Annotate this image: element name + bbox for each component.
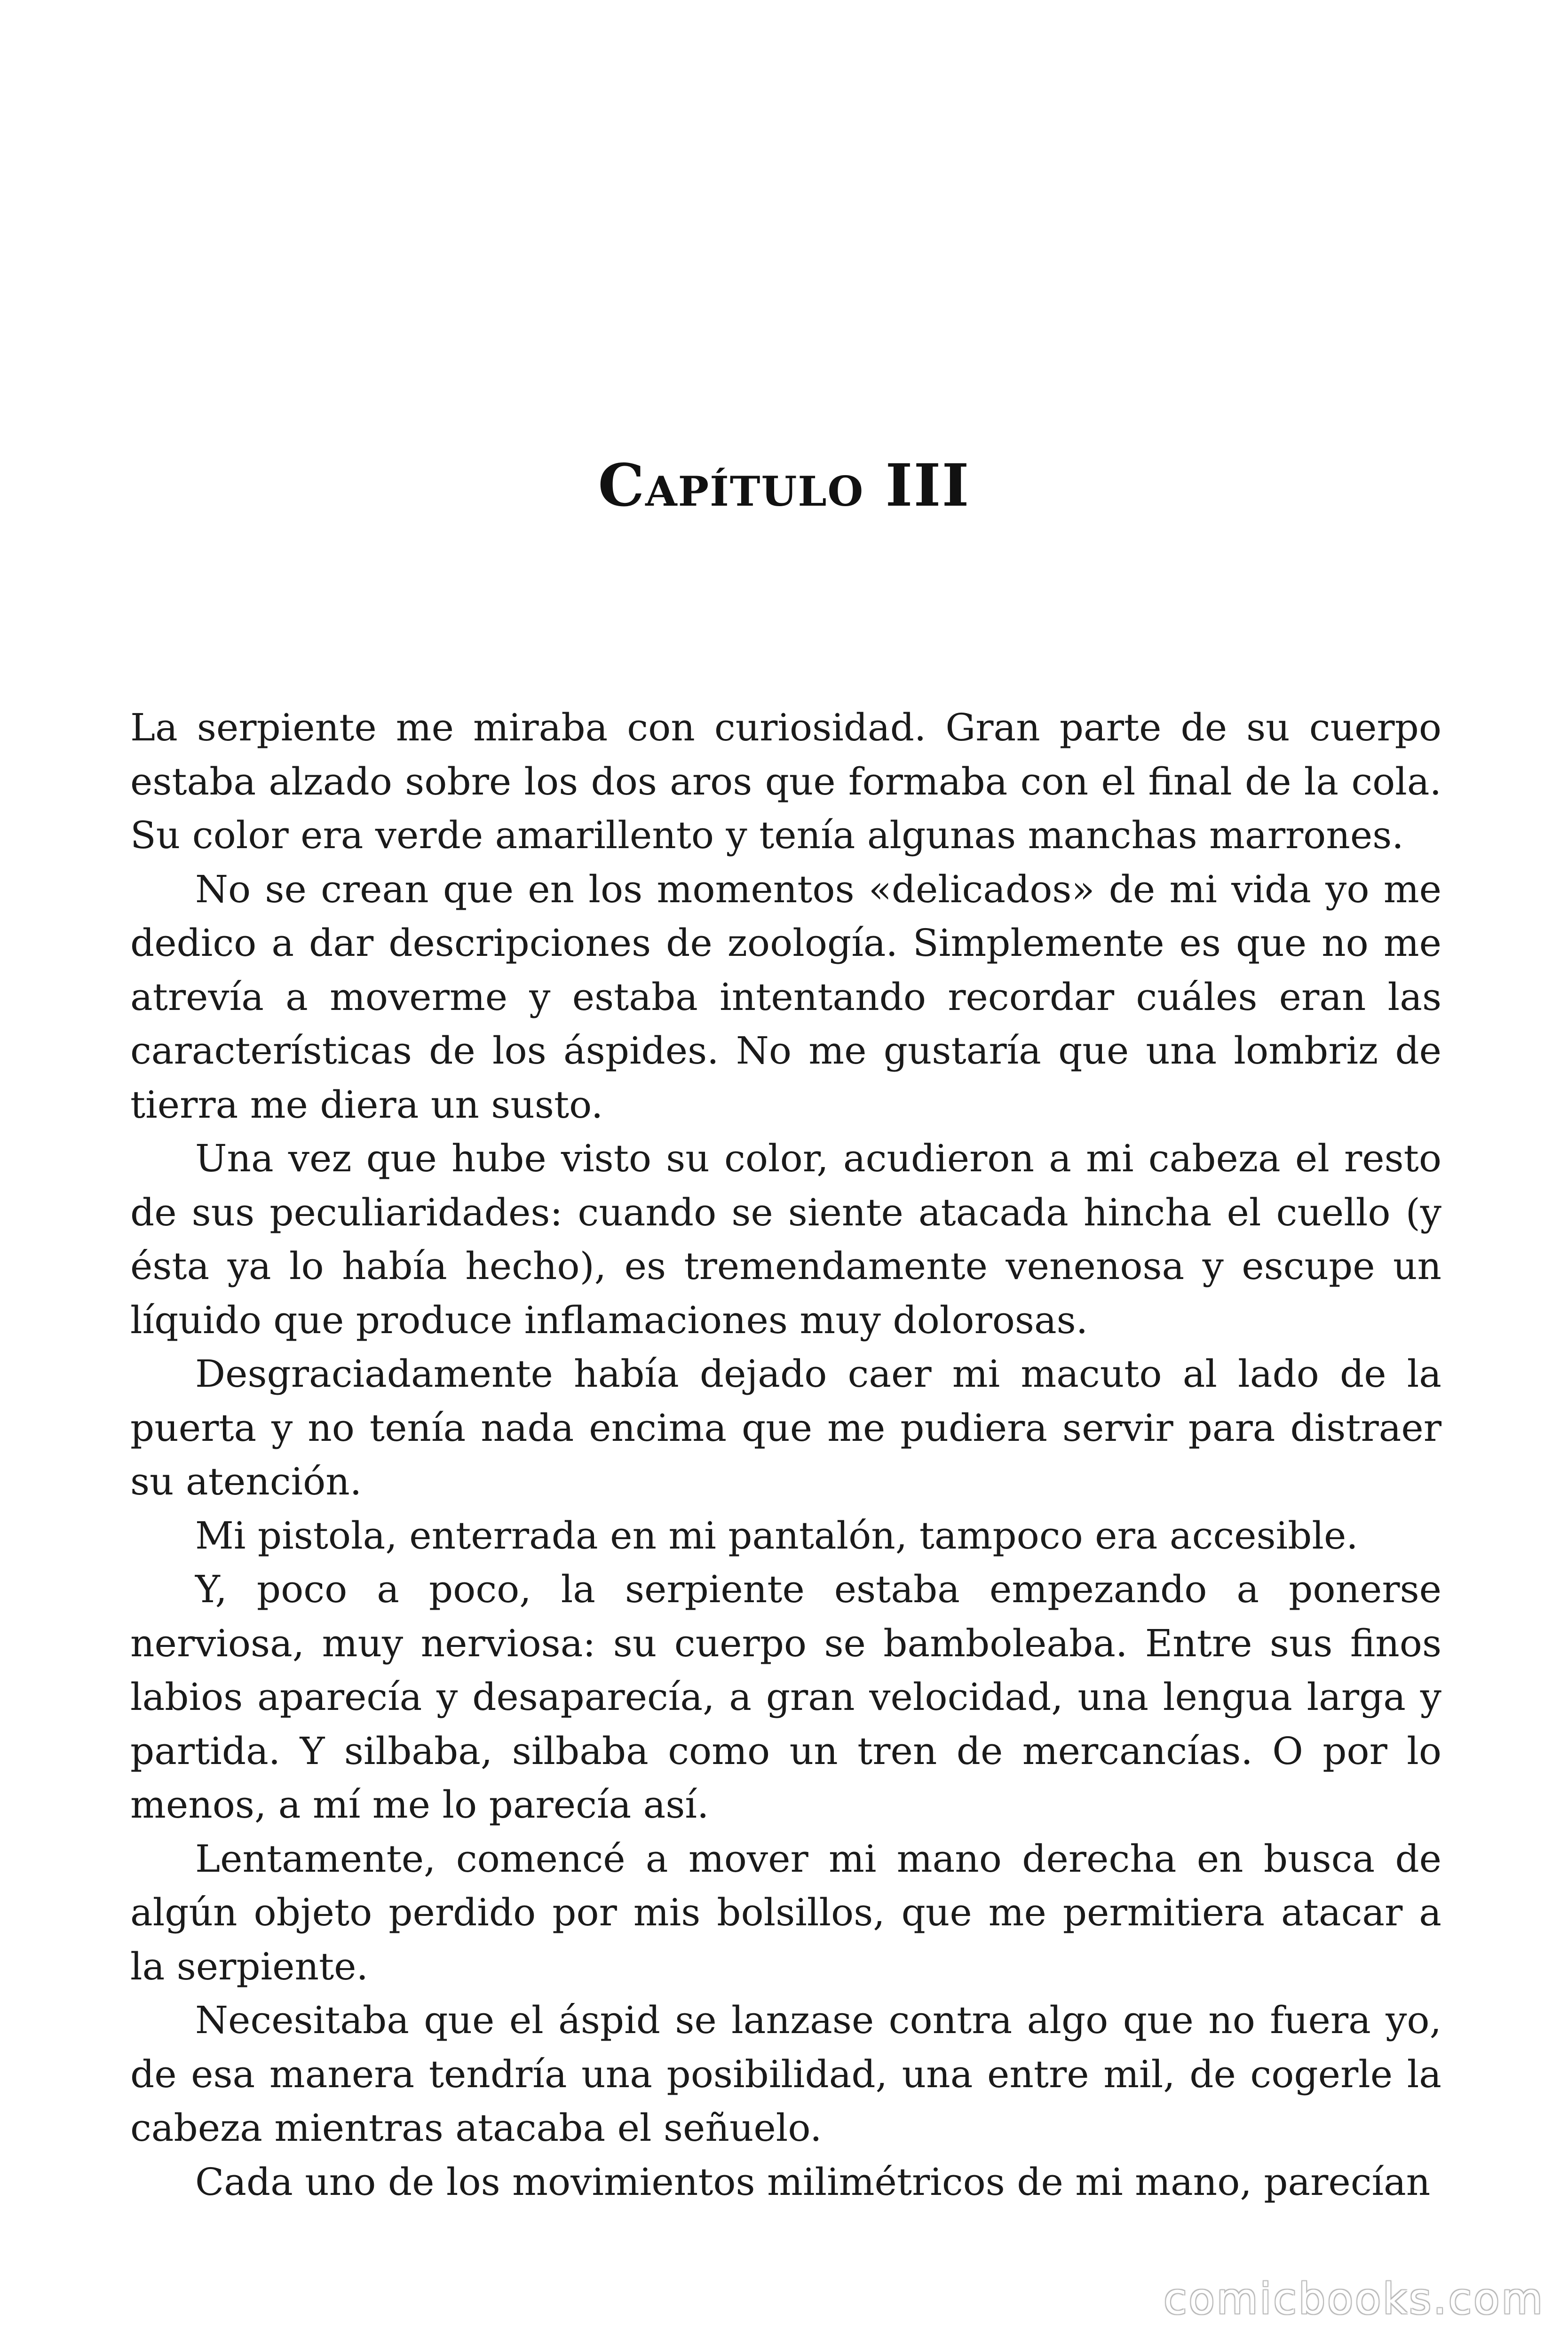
paragraph: Desgraciadamente había dejado caer mi macuto al lado de la puerta y no tenía nada encima que me pudiera servir para distraer su atención. — [130, 1352, 1441, 1503]
paragraph: No se crean que en los momentos «delicados» de mi vida yo me dedico a dar descripciones de zoología. Simplemente es que no me atrevía a moverme y estaba intentando recordar cuáles eran las características de los áspides. No me gustaría que una lombriz de tierra me diera un susto. — [130, 867, 1441, 1127]
paragraph: Mi pistola, enterrada en mi pantalón, tampoco era accesible. — [195, 1513, 1358, 1557]
paragraph: Lentamente, comencé a mover mi mano derecha en busca de algún objeto perdido por mis bolsillos, que me permitiera atacar a la serpiente. — [130, 1836, 1441, 1988]
chapter-body — [130, 701, 1441, 2209]
paragraph: Y, poco a poco, la serpiente estaba empezando a ponerse nerviosa, muy nerviosa: su cuerpo se bamboleaba. Entre sus finos labios aparecía y desaparecía, a gran velocidad, una lengua larga y partida. Y silbaba, silbaba como un tren de mercancías. O por lo menos, a mí me lo parecía así. — [130, 1567, 1441, 1827]
paragraph: Cada uno de los movimientos milimétricos de mi mano, parecían — [195, 2160, 1431, 2204]
paragraph: Necesitaba que el áspid se lanzase contra algo que no fuera yo, de esa manera tendría una posibilidad, una entre mil, de cogerle la cabeza mientras atacaba el señuelo. — [130, 1998, 1441, 2150]
watermark: comicbooks.com — [1164, 2274, 1544, 2324]
paragraph: Una vez que hube visto su color, acudieron a mi cabeza el resto de sus peculiaridades: cuando se siente atacada hincha el cuello (y ésta ya lo había hecho), es tremendamente venenosa y escupe un líquido que produce inflamaciones muy dolorosas. — [130, 1136, 1441, 1342]
paragraph: La serpiente me miraba con curiosidad. Gran parte de su cuerpo estaba alzado sobre los dos aros que formaba con el final de la cola. Su color era verde amarillento y tenía algunas manchas marrones. — [130, 706, 1441, 857]
chapter-title: Capítulo III — [598, 452, 970, 520]
